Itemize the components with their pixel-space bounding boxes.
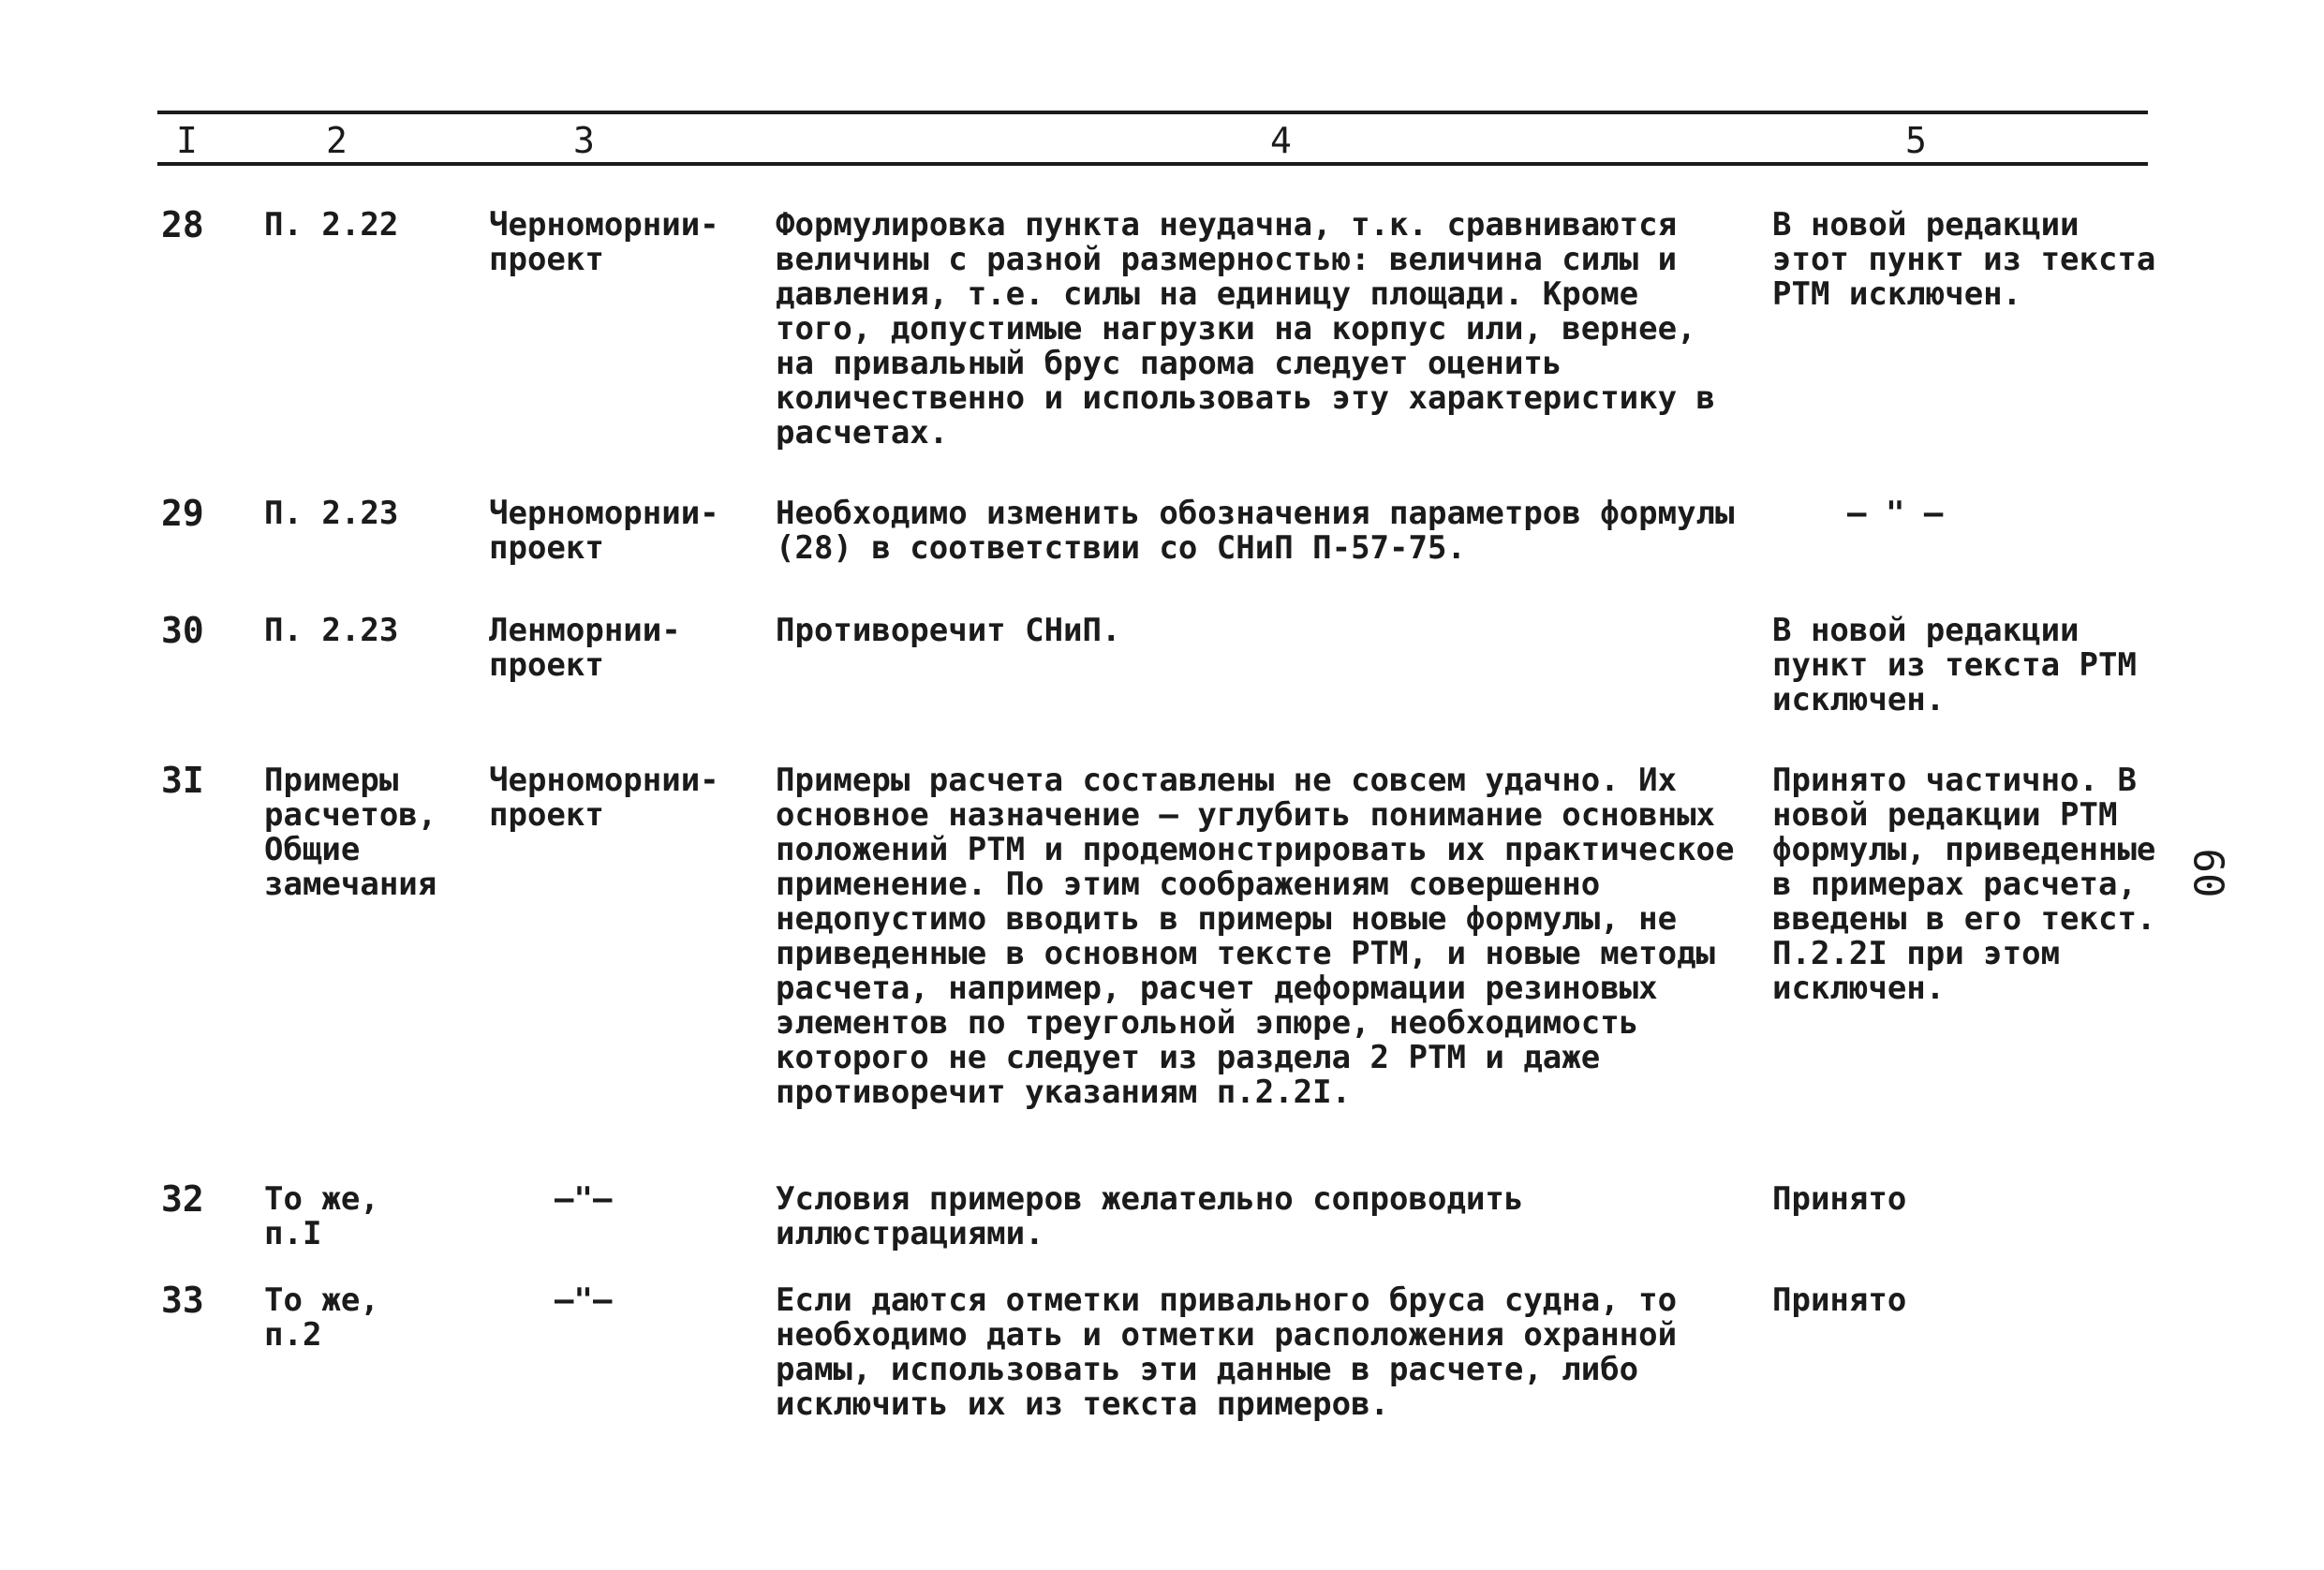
clause-ref: П. 2.23 [264, 495, 399, 532]
clause-ref: П. 2.23 [264, 612, 399, 649]
row-number: 32 [161, 1178, 204, 1220]
clause-ref: Примеры расчетов, Общие замечания [264, 762, 437, 903]
organization: Ленморнии- проект [489, 612, 681, 684]
table-top-rule [157, 111, 2148, 114]
column-header-2: 2 [326, 120, 348, 161]
decision-text: Принято [1772, 1180, 1907, 1218]
remark-text: Формулировка пункта неудачна, т.к. сравниваются величины с разной размерностью: величина силы и давления, т.е. силы на единицу площади. Кроме того, допустимые нагрузки на корпус или, вернее, на привальный брус парома следует оценить количественно и использовать эту характеристику в расчетах. [776, 206, 1716, 452]
remark-text: Необходимо изменить обозначения параметров формулы (28) в соответствии со СНиП П-57-75. [776, 495, 1735, 567]
clause-ref: То же, п.2 [264, 1281, 379, 1354]
decision-text: Принято [1772, 1281, 1907, 1319]
organization: Черноморнии- проект [489, 206, 719, 278]
row-number: 3I [161, 760, 204, 801]
column-header-5: 5 [1905, 120, 1927, 161]
decision-text: В новой редакции этот пункт из текста РТМ исключен. [1772, 206, 2156, 313]
table-header-rule [157, 162, 2148, 166]
organization: Черноморнии- проект [489, 495, 719, 567]
column-header-3: 3 [573, 120, 595, 161]
decision-text: Принято частично. В новой редакции РТМ формулы, приведенные в примерах расчета, введены в его текст. П.2.2I при этом исключен. [1772, 762, 2156, 1007]
column-header-1: I [176, 120, 198, 161]
page-number: 60 [2183, 848, 2232, 898]
remark-text: Если даются отметки привального бруса судна, то необходимо дать и отметки расположения охранной рамы, использовать эти данные в расчете, либо исключить их из текста примеров. [776, 1281, 1678, 1423]
clause-ref: То же, п.I [264, 1180, 379, 1252]
row-number: 33 [161, 1280, 204, 1321]
organization: –"– [555, 1281, 613, 1319]
remark-text: Примеры расчета составлены не совсем удачно. Их основное назначение – углубить понимание основных положений РТМ и продемонстрировать их практическое применение. По этим соображениям совершенно недопустимо вводить в примеры новые формулы, не приведенные в основном тексте РТМ, и новые методы расчета, например, расчет деформации резиновых элементов по треугольной эпюре, необходимость которого не следует из раздела 2 РТМ и даже противоречит указаниям п.2.2I. [776, 762, 1735, 1111]
decision-text: – " – [1847, 495, 1944, 532]
column-header-4: 4 [1270, 120, 1292, 161]
organization: Черноморнии- проект [489, 762, 719, 834]
clause-ref: П. 2.22 [264, 206, 399, 244]
row-number: 28 [161, 204, 204, 245]
row-number: 30 [161, 610, 204, 651]
remark-text: Противоречит СНиП. [776, 612, 1121, 649]
remark-text: Условия примеров желательно сопроводить иллюстрациями. [776, 1180, 1524, 1252]
organization: –"– [555, 1180, 613, 1218]
decision-text: В новой редакции пункт из текста РТМ исключен. [1772, 612, 2137, 718]
row-number: 29 [161, 493, 204, 534]
